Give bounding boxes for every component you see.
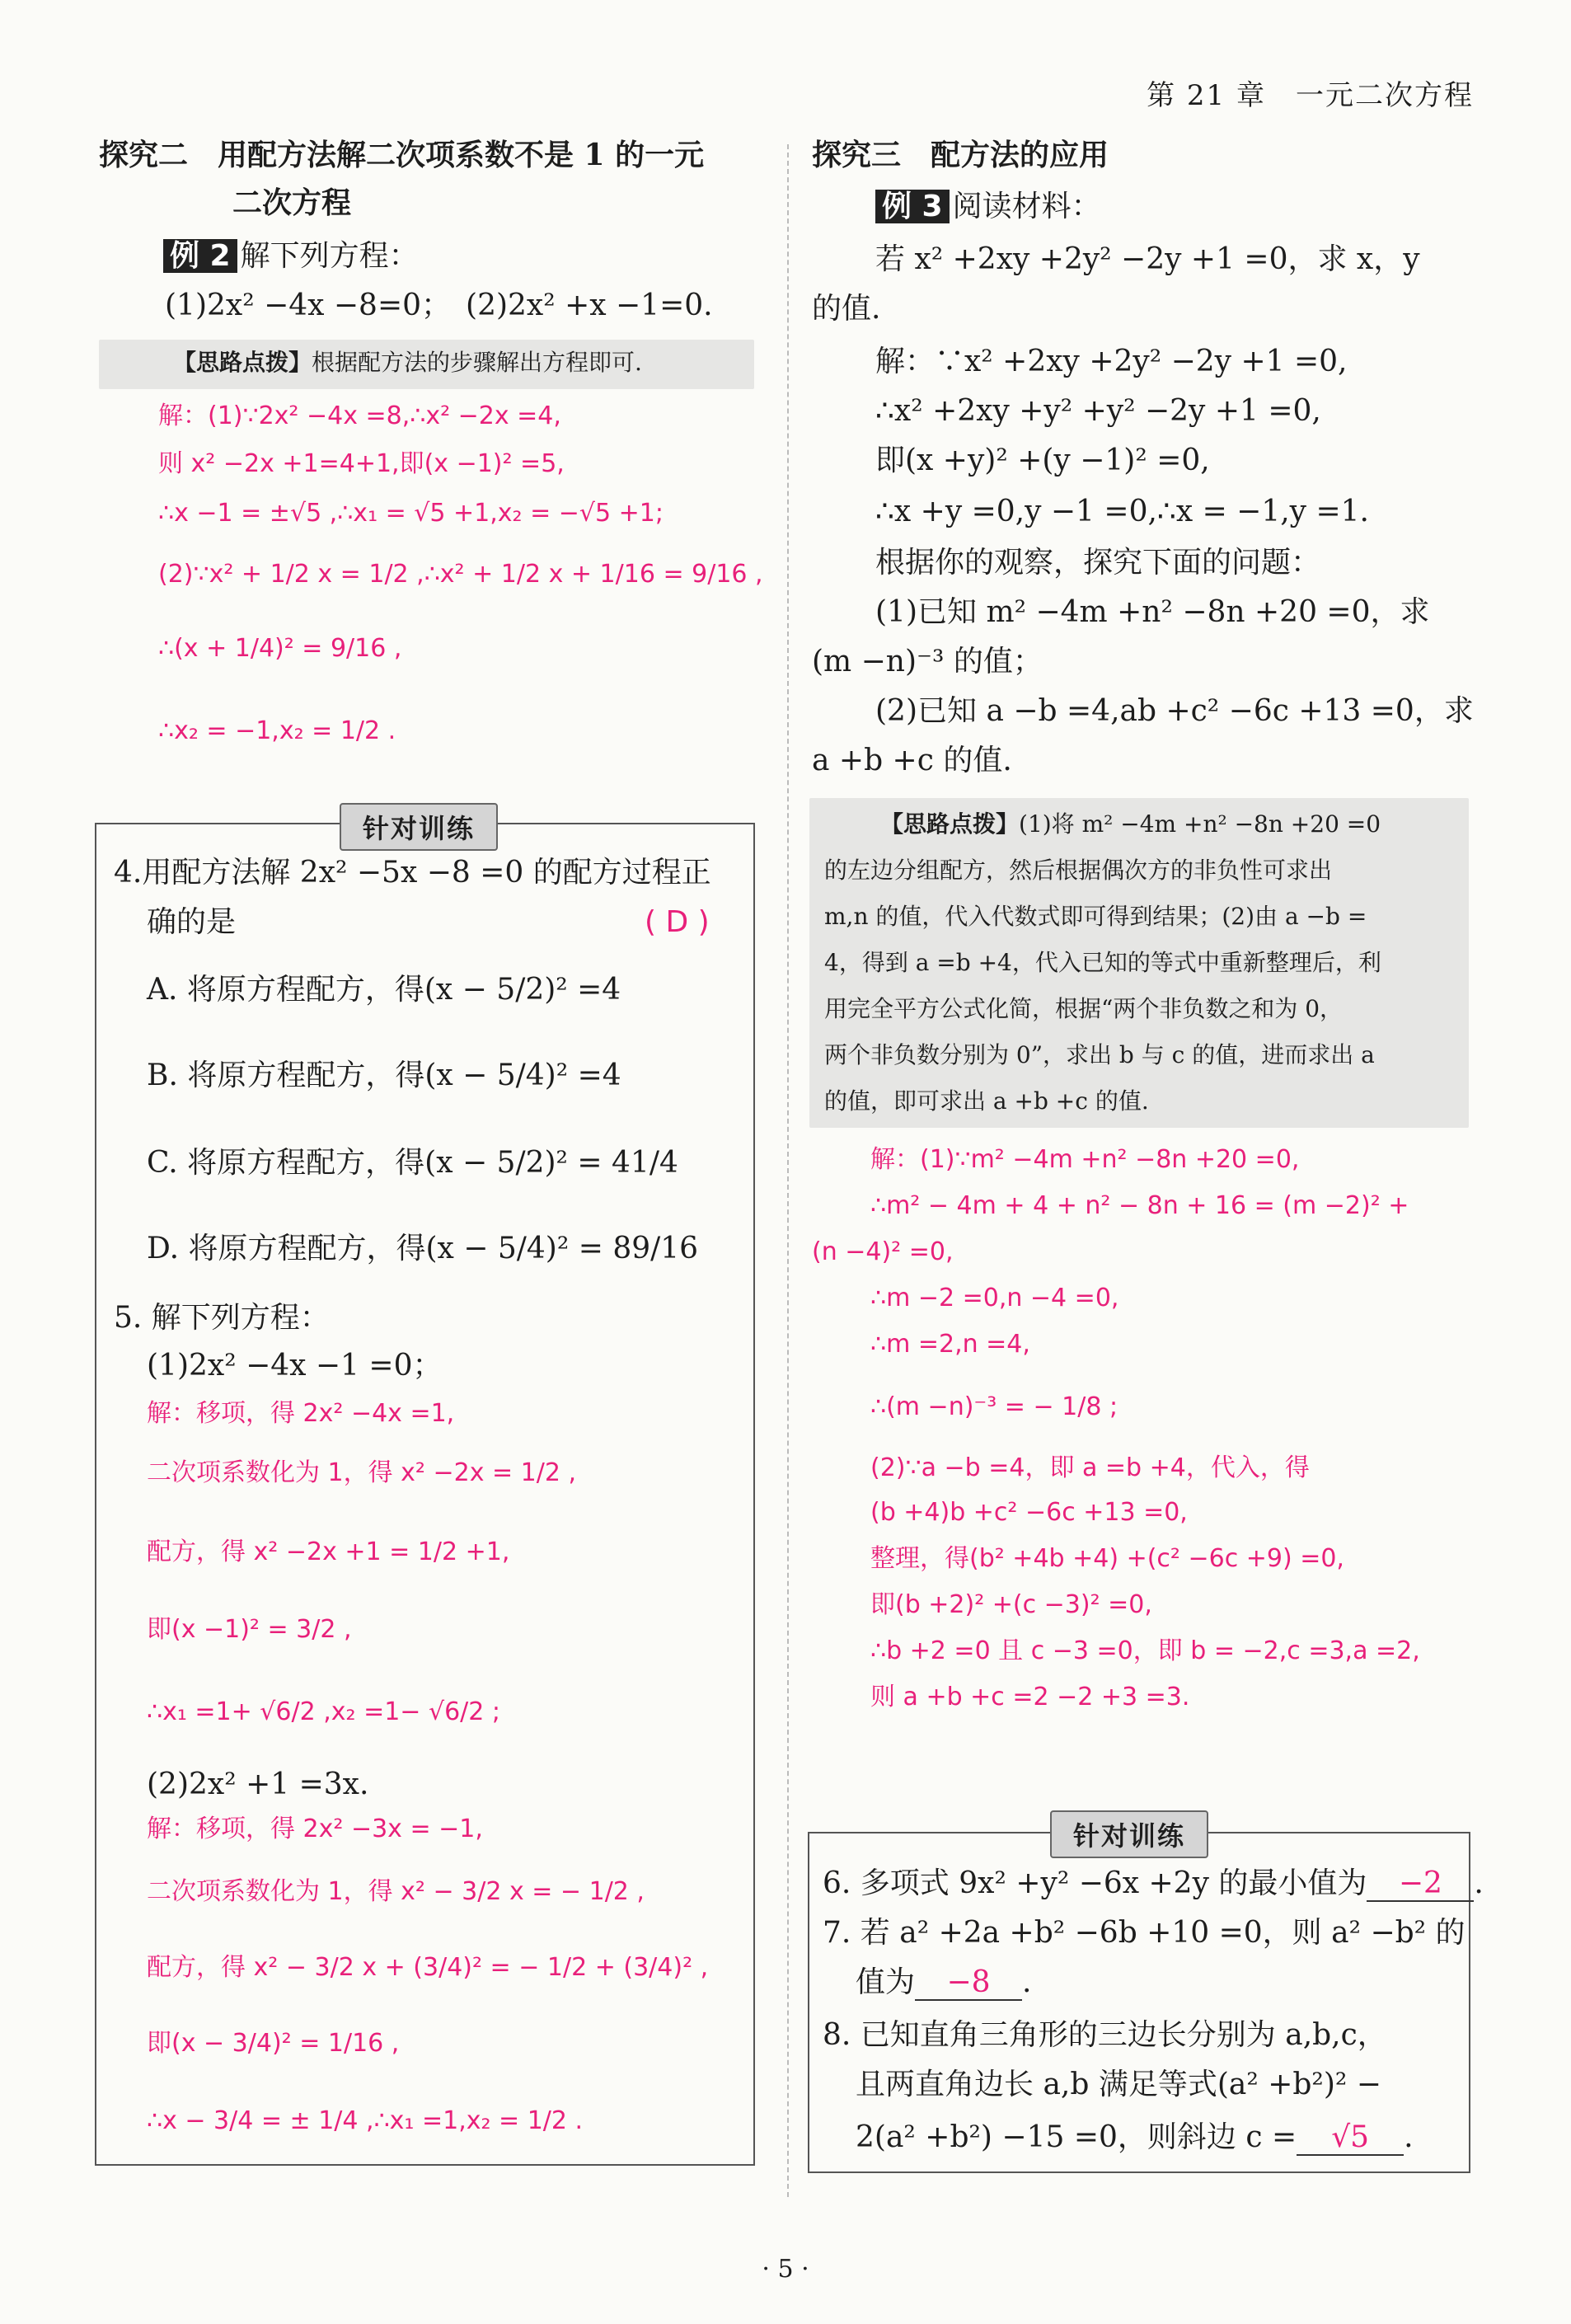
question-7-answer: −8 xyxy=(915,1965,1022,2001)
solution-line: 二次项系数化为 1，得 x² −2x = 1/2 , xyxy=(147,1458,577,1487)
solution-line: 解：(1)∵2x² −4x =8,∴x² −2x =4, xyxy=(158,401,561,430)
example-2-equations: (1)2x² −4x −8=0； (2)2x² +x −1=0. xyxy=(165,289,713,322)
material-line: ∴x² +2xy +y² +y² −2y +1 =0, xyxy=(875,394,1321,428)
question-8-cont2-text: 2(a² +b²) −15 =0，则斜边 c = xyxy=(856,2120,1297,2154)
option-b: B. 将原方程配方，得(x − 5/4)² =4 xyxy=(147,1059,621,1092)
question-4-answer: ( D ) xyxy=(645,905,710,939)
material-line: 即(x +y)² +(y −1)² =0, xyxy=(875,444,1210,477)
solution-line: ∴b +2 =0 且 c −3 =0，即 b = −2,c =3,a =2, xyxy=(870,1636,1420,1665)
question-8: 8. 已知直角三角形的三边长分别为 a,b,c， xyxy=(823,2018,1387,2052)
solution-line: 即(x −1)² = 3/2 , xyxy=(147,1615,352,1644)
tip-line: 的左边分组配方，然后根据偶次方的非负性可求出 xyxy=(824,857,1333,884)
material-line: (1)已知 m² −4m +n² −8n +20 =0，求 xyxy=(875,595,1430,629)
solution-line: ∴x −1 = ±√5 ,∴x₁ = √5 +1,x₂ = −√5 +1; xyxy=(158,499,664,528)
solution-line: (n −4)² =0, xyxy=(812,1237,954,1266)
solution-line: ∴m −2 =0,n −4 =0, xyxy=(870,1284,1119,1312)
tip-text: 根据配方法的步骤解出方程即可. xyxy=(312,349,642,376)
material-line: 根据你的观察，探究下面的问题： xyxy=(875,546,1321,580)
solution-line: ∴(m −n)⁻³ = − 1/8 ; xyxy=(870,1392,1118,1421)
solution-line: ∴(x + 1/4)² = 9/16 , xyxy=(158,634,402,663)
solution-line: 解：移项，得 2x² −3x = −1, xyxy=(147,1815,483,1843)
question-8-cont2: 2(a² +b²) −15 =0，则斜边 c = √5 . xyxy=(856,2120,1414,2156)
tip-line: 两个非负数分别为 0”，求出 b 与 c 的值，进而求出 a xyxy=(824,1041,1375,1068)
question-4-cont: 确的是 xyxy=(147,905,237,939)
solution-line: 配方，得 x² −2x +1 = 1/2 +1, xyxy=(147,1538,510,1566)
column-divider xyxy=(787,144,789,2197)
material-line: (m −n)⁻³ 的值； xyxy=(812,645,1043,678)
tip-line: m,n 的值，代入代数式即可得到结果；(2)由 a −b = xyxy=(824,903,1367,930)
question-6-text: 6. 多项式 9x² +y² −6x +2y 的最小值为 xyxy=(823,1866,1367,1900)
option-a: A. 将原方程配方，得(x − 5/2)² =4 xyxy=(147,973,621,1007)
training-title: 针对训练 xyxy=(1050,1810,1208,1858)
solution-line: 二次项系数化为 1，得 x² − 3/2 x = − 1/2 , xyxy=(147,1877,645,1906)
question-7-cont: 值为 −8 . xyxy=(856,1965,1031,2001)
section-title-2-cont: 二次方程 xyxy=(232,185,352,220)
solution-line: 解：(1)∵m² −4m +n² −8n +20 =0, xyxy=(870,1145,1300,1174)
tip-line xyxy=(173,350,642,376)
question-6: 6. 多项式 9x² +y² −6x +2y 的最小值为 −2 . xyxy=(823,1866,1484,1902)
section-title-2: 探究二 用配方法解二次项系数不是 1 的一元 xyxy=(99,138,705,172)
question-5-2: (2)2x² +1 =3x. xyxy=(147,1768,369,1801)
solution-line: ∴x − 3/4 = ± 1/4 ,∴x₁ =1,x₂ = 1/2 . xyxy=(147,2106,584,2135)
tip-line: 用完全平方公式化简，根据“两个非负数之和为 0， xyxy=(824,995,1344,1022)
question-7: 7. 若 a² +2a +b² −6b +10 =0，则 a² −b² 的 xyxy=(823,1916,1465,1950)
solution-line: 则 a +b +c =2 −2 +3 =3. xyxy=(870,1683,1190,1711)
tip-text: (1)将 m² −4m +n² −8n +20 =0 xyxy=(1019,810,1381,838)
tip-tag: 【思路点拨】 xyxy=(880,810,1020,838)
example-tag: 例 3 xyxy=(875,190,950,223)
solution-line: (2)∵a −b =4，即 a =b +4，代入，得 xyxy=(870,1453,1310,1482)
example-2 xyxy=(163,239,419,273)
solution-line: (2)∵x² + 1/2 x = 1/2 ,∴x² + 1/2 x + 1/16 = 9/16 , xyxy=(158,560,763,589)
solution-line: (b +4)b +c² −6c +13 =0, xyxy=(870,1498,1188,1527)
example-text: 解下列方程： xyxy=(240,239,419,273)
material-line: a +b +c 的值. xyxy=(812,744,1012,777)
material-line: 若 x² +2xy +2y² −2y +1 =0，求 x，y xyxy=(875,242,1420,276)
solution-line: 则 x² −2x +1=4+1,即(x −1)² =5, xyxy=(158,449,565,478)
solution-line: 即(b +2)² +(c −3)² =0, xyxy=(870,1590,1152,1619)
material-line: (2)已知 a −b =4,ab +c² −6c +13 =0，求 xyxy=(875,694,1474,728)
solution-line: ∴m =2,n =4, xyxy=(870,1330,1030,1359)
question-5-1: (1)2x² −4x −1 =0； xyxy=(147,1349,443,1383)
option-d: D. 将原方程配方，得(x − 5/4)² = 89/16 xyxy=(147,1232,699,1265)
tip-line xyxy=(880,811,1381,838)
chapter-header: 第 21 章 一元二次方程 xyxy=(1147,79,1474,112)
question-5: 5. 解下列方程： xyxy=(114,1301,330,1335)
training-title: 针对训练 xyxy=(340,803,498,851)
question-8-answer: √5 xyxy=(1297,2120,1404,2156)
tip-line: 4，得到 a =b +4，代入已知的等式中重新整理后，利 xyxy=(824,949,1381,976)
example-text: 阅读材料： xyxy=(952,190,1101,223)
option-c: C. 将原方程配方，得(x − 5/2)² = 41/4 xyxy=(147,1146,678,1180)
solution-line: 解：移项，得 2x² −4x =1, xyxy=(147,1399,455,1428)
question-8-cont: 且两直角边长 a,b 满足等式(a² +b²)² − xyxy=(856,2068,1381,2101)
solution-line: ∴x₁ =1+ √6/2 ,x₂ =1− √6/2 ; xyxy=(147,1697,501,1726)
material-line: ∴x +y =0,y −1 =0,∴x = −1,y =1. xyxy=(875,495,1369,528)
solution-line: 配方，得 x² − 3/2 x + (3/4)² = − 1/2 + (3/4)² , xyxy=(147,1953,709,1982)
solution-line: 整理，得(b² +4b +4) +(c² −6c +9) =0, xyxy=(870,1544,1344,1573)
page-number: · 5 · xyxy=(762,2255,809,2284)
tip-tag: 【思路点拨】 xyxy=(173,349,312,376)
material-line: 解：∵x² +2xy +2y² −2y +1 =0, xyxy=(875,345,1348,378)
tip-line: 的值，即可求出 a +b +c 的值. xyxy=(824,1087,1149,1115)
material-line: 的值. xyxy=(812,292,881,326)
example-tag: 例 2 xyxy=(163,239,237,273)
solution-line: ∴m² − 4m + 4 + n² − 8n + 16 = (m −2)² + xyxy=(870,1191,1409,1220)
question-7-cont-text: 值为 xyxy=(856,1965,916,1999)
question-6-answer: −2 xyxy=(1367,1866,1474,1902)
section-title-3: 探究三 配方法的应用 xyxy=(812,138,1109,172)
solution-line: 即(x − 3/4)² = 1/16 , xyxy=(147,2029,400,2058)
question-4: 4.用配方法解 2x² −5x −8 =0 的配方过程正 xyxy=(114,856,711,890)
example-3 xyxy=(875,190,1101,223)
solution-line: ∴x₂ = −1,x₂ = 1/2 . xyxy=(158,716,396,745)
